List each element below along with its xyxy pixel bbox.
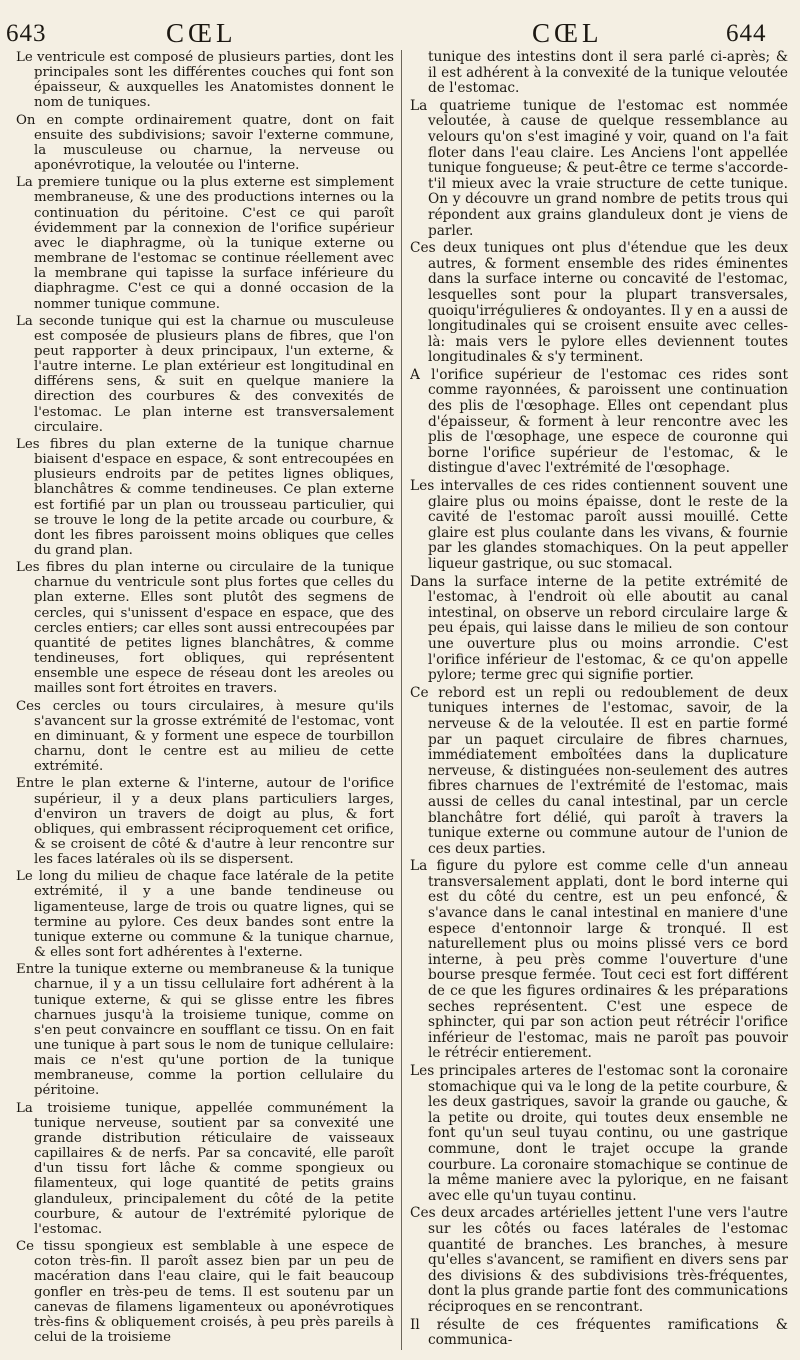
right-column: [410, 50, 788, 1354]
paragraph: Dans la surface interne de la petite extrémité de l'estomac, à l'endroit où elle aboutit au canal intestinal, on observe un rebord circulaire large & peu épais, qui laisse dans le milieu de son contour une ouverture plus ou moins arrondie. C'est l'orifice inférieur de l'estomac, & ce qu'on appelle pylore; terme grec qui signifie portier.: [410, 573, 788, 684]
column-divider: [401, 50, 402, 1350]
page-number-left: 643: [6, 20, 47, 47]
paragraph: A l'orifice supérieur de l'estomac ces rides sont comme rayonnées, & paroissent une continuation des plis de l'œsophage. Elles ont cependant plus d'épaisseur, & forment à leur rencontre avec les plis de l'œsophage, une espece de couronne qui borne l'orifice supérieur de l'estomac, & le distingue d'avec l'extrémité de l'œsophage.: [410, 366, 788, 477]
paragraph: Les fibres du plan interne ou circulaire de la tunique charnue du ventricule sont plus fortes que celles du plan externe. Elles sont plutôt des segmens de cercles, qui s'unissent d'espace en espace, que des cercles entiers; car elles sont aussi entrecoupées par quantité de petites lignes blanchâtres, & comme tendineuses, fort obliques, qui représentent ensemble une espece de réseau dont les areoles ou mailles sont fort étroites en travers.: [16, 560, 394, 697]
paragraph: Les fibres du plan externe de la tunique charnue biaisent d'espace en espace, & sont entrecoupées en plusieurs endroits par de petites lignes obliques, blanchâtres & comme tendineuses. Ce plan externe est fortifié par un plan ou trousseau particulier, qui se trouve le long de la petite arcade ou courbure, & dont les fibres paroissent moins obliques que celles du grand plan.: [16, 436, 394, 558]
paragraph: Ce tissu spongieux est semblable à une espece de coton très-fin. Il paroît assez bien par un peu de macération dans l'eau claire, qui le fait beaucoup gonfler en très-peu de tems. Il est soutenu par un canevas de filamens ligamenteux ou aponévrotiques très-fins & obliquement croisés, à peu près pareils à celui de la troisieme: [16, 1239, 394, 1345]
paragraph: Ces deux arcades artérielles jettent l'une vers l'autre sur les côtés ou faces latérales de l'estomac quantité de branches. Les branches, à mesure qu'elles s'avancent, se ramifient en divers sens par des divisions & des subdivisions très-fréquentes, dont la plus grande partie font des communications réciproques en se rencontrant.: [410, 1205, 788, 1315]
running-headword-left: CŒL: [166, 18, 237, 48]
paragraph: Ces deux tuniques ont plus d'étendue que les deux autres, & forment ensemble des rides éminentes dans la surface interne ou concavité de l'estomac, lesquelles sont pour la plupart transversales, quoiqu'irrégulieres & ondoyantes. Il y en a aussi de longitudinales qui se croisent ensuite avec celles-là: mais vers le pylore elles deviennent toutes longitudinales & s'y terminent.: [410, 240, 788, 366]
running-headword-right: CŒL: [532, 18, 603, 48]
paragraph-continued: tunique des intestins dont il sera parlé ci-après; & il est adhérent à la convexité de la tunique veloutée de l'estomac.: [428, 50, 788, 97]
paragraph: La figure du pylore est comme celle d'un anneau transversalement applati, dont le bord interne qui est du côté du centre, est un peu enfoncé, & s'avance dans le canal intestinal en maniere d'une espece d'entonnoir large & tronqué. Il est naturellement plus ou moins plissé vers ce bord interne, à peu près comme l'ouverture d'une bourse presque fermée. Tout ceci est fort différent de ce que les figures ordinaires & les préparations seches représentent. C'est une espece de sphincter, qui par son action peut rétrécir l'orifice inférieur de l'estomac, mais ne paroît pas pouvoir le rétrécir entierement.: [410, 858, 788, 1062]
paragraph: La seconde tunique qui est la charnue ou musculeuse est composée de plusieurs plans de fibres, que l'on peut rapporter à deux principaux, l'un externe, & l'autre interne. Le plan extérieur est longitudinal en différens sens, & suit en quelque maniere la direction des courbures & des convexités de l'estomac. Le plan interne est transversalement circulaire.: [16, 313, 394, 435]
paragraph: La troisieme tunique, appellée communément la tunique nerveuse, soutient par sa convexité une grande distribution réticulaire de vaisseaux capillaires & de nerfs. Par sa concavité, elle paroît d'un tissu fort lâche & comme spongieux ou filamenteux, qui loge quantité de petits grains glanduleux, principalement du côté de la petite courbure, & autour de l'extrémité pylorique de l'estomac.: [16, 1100, 394, 1237]
paragraph: Les intervalles de ces rides contiennent souvent une glaire plus ou moins épaisse, dont le reste de la cavité de l'estomac paroît aussi mouillé. Cette glaire est plus coulante dans les vivans, & fournie par les glandes stomachiques. On la peut appeller liqueur gastrique, ou suc stomacal.: [410, 478, 788, 572]
paragraph: On en compte ordinairement quatre, dont on fait ensuite des subdivisions; savoir l'externe commune, la musculeuse ou charnue, la nerveuse ou aponévrotique, la veloutée ou l'interne.: [16, 112, 394, 174]
paragraph: Le ventricule est composé de plusieurs parties, dont les principales sont les différentes couches qui font son épaisseur, & auxquelles les Anatomistes donnent le nom de tuniques.: [16, 50, 394, 111]
paragraph: Entre la tunique externe ou membraneuse & la tunique charnue, il y a un tissu cellulaire fort adhérent à la tunique externe, & qui se glisse entre les fibres charnues jusqu'à la troisieme tunique, comme on s'en peut convaincre en soufflant ce tissu. On en fait une tunique à part sous le nom de tunique cellulaire: mais ce n'est qu'une portion de la tunique membraneuse, comme la portion cellulaire du péritoine.: [16, 962, 394, 1099]
paragraph: La quatrieme tunique de l'estomac est nommée veloutée, à cause de quelque ressemblance au velours qu'on s'est imaginé y voir, quand on l'a fait floter dans l'eau claire. Les Anciens l'ont appellée tunique fongueuse; & peut-être ce terme s'accorde-t'il mieux avec la vraie structure de cette tunique. On y découvre un grand nombre de petits trous qui répondent aux grains glanduleux dont je viens de parler.: [410, 97, 788, 239]
page-number-right: 644: [726, 20, 767, 47]
paragraph: Le long du milieu de chaque face latérale de la petite extrémité, il y a une bande tendineuse ou ligamenteuse, large de trois ou quatre lignes, qui se termine au pylore. Ces deux bandes sont entre la tunique externe ou commune & la tunique charnue, & elles sont fort adhérentes à l'externe.: [16, 869, 394, 961]
paragraph: La premiere tunique ou la plus externe est simplement membraneuse, & une des productions internes ou la continuation du péritoine. C'est ce qui paroît évidemment par la connexion de l'orifice supérieur avec le diaphragme, où la tunique externe ou membrane de l'estomac se continue réellement avec la membrane qui tapisse la surface inférieure du diaphragme. C'est ce qui a donné occasion de la nommer tunique commune.: [16, 175, 394, 312]
paragraph: Il résulte de ces fréquentes ramifications & communica-: [410, 1316, 788, 1349]
paragraph: Les principales arteres de l'estomac sont la coronaire stomachique qui va le long de la petite courbure, & les deux gastriques, savoir la grande ou gauche, & la petite ou droite, qui toutes deux ensemble ne font qu'un seul tuyau continu, ou une gastrique commune, dont le trajet occupe la grande courbure. La coronaire stomachique se continue de la même maniere avec la pylorique, en ne faisant avec elle qu'un tuyau continu.: [410, 1063, 788, 1204]
running-header: [0, 14, 800, 50]
paragraph: Ces cercles ou tours circulaires, à mesure qu'ils s'avancent sur la grosse extrémité de l'estomac, vont en diminuant, & y forment une espece de tourbillon charnu, dont le centre est au milieu de cette extrémité.: [16, 698, 394, 775]
paragraph: Ce rebord est un repli ou redoublement de deux tuniques internes de l'estomac, savoir, de la nerveuse & de la veloutée. Il est en partie formé par un paquet circulaire de fibres charnues, immédiatement emboîtées dans la duplicature nerveuse, & distinguées non-seulement des autres fibres charnues de l'extrémité de l'estomac, mais aussi de celles du canal intestinal, par un cercle blanchâtre fort délié, qui paroît à travers la tunique externe ou commune autour de l'union de ces deux parties.: [410, 684, 788, 857]
left-column: [16, 50, 394, 1354]
paragraph: Entre le plan externe & l'interne, autour de l'orifice supérieur, il y a deux plans particuliers larges, d'environ un travers de doigt au plus, & fort obliques, qui embrassent réciproquement cet orifice, & se croisent de côté & d'autre à leur rencontre sur les faces latérales où ils se dispersent.: [16, 776, 394, 868]
